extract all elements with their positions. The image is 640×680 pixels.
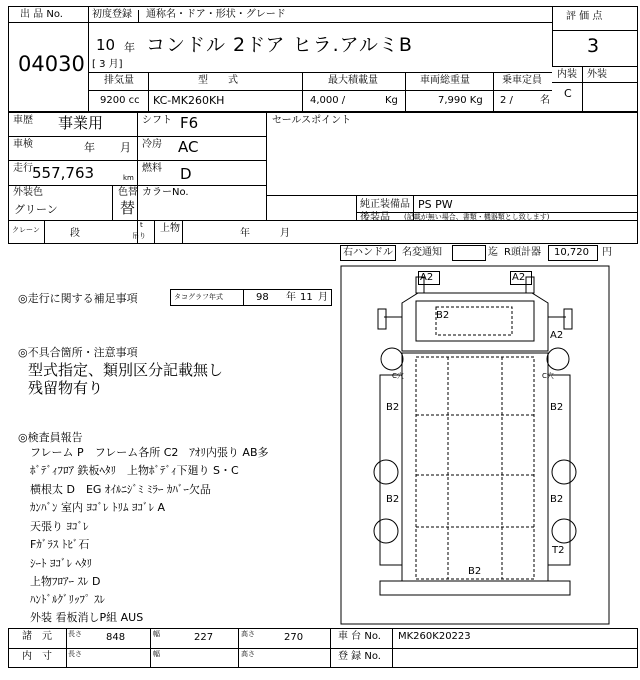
defect-line: 残留物有り xyxy=(28,379,104,397)
capacity-label: 乗車定員 xyxy=(502,75,542,86)
tacho-year-unit: 年 xyxy=(286,292,296,303)
displacement-label: 排気量 xyxy=(104,75,134,86)
damage-mark: B2 xyxy=(386,494,400,505)
model-desc-label: 通称名・ドア・形状・グレード xyxy=(146,9,286,20)
equipment: PS PW xyxy=(418,198,453,211)
inspector-line: ｼｰﾄ ﾖｺﾞﾚ ﾍﾀﾘ xyxy=(30,557,92,570)
defects-label: ◎不具合箇所・注意事項 xyxy=(18,346,138,359)
inner-height-label: 高さ xyxy=(241,650,255,658)
model-label: 型 式 xyxy=(198,75,238,86)
chassis-label: 車 台 No. xyxy=(338,631,381,642)
mileage-unit: km xyxy=(123,174,134,182)
damage-mark: B2 xyxy=(436,310,450,321)
inspector-line: Fｶﾞﾗｽ ﾄﾋﾞ石 xyxy=(30,538,90,551)
inspector-line: 上物ﾌﾛｱｰ ｽﾚ D xyxy=(30,575,101,588)
tacho-year: 98 xyxy=(256,292,269,303)
inspector-line: 外装 看板消しP組 AUS xyxy=(30,611,144,624)
tacho-month: 11 xyxy=(300,292,313,303)
aftermarket-note: (記載が無い場合、書類・機器類とし致します) xyxy=(404,213,550,221)
interior-grade: C xyxy=(564,87,572,100)
aftermarket-label: 後装品 xyxy=(360,212,390,223)
first-reg-label: 初度登録 xyxy=(92,9,132,20)
first-reg-month: [ 3 月] xyxy=(92,59,123,70)
gvw: 7,990 Kg xyxy=(438,95,483,106)
sales-point-label: セールスポイント xyxy=(272,115,352,126)
damage-mark: B2 xyxy=(468,566,482,577)
mileage-note-label: ◎走行に関する補足事項 xyxy=(18,292,138,305)
exterior-label: 外装 xyxy=(587,69,607,80)
damage-mark: A2 xyxy=(550,330,564,341)
max-load: 4,000 / xyxy=(310,95,346,106)
interior-label: 内装 xyxy=(557,69,577,80)
inspector-label: ◎検査員報告 xyxy=(18,431,83,444)
length-label: 長さ xyxy=(68,630,82,638)
reg-label: 登 録 No. xyxy=(338,651,381,662)
steering: 右ハンドル xyxy=(343,247,393,258)
damage-mark: A2 xyxy=(512,272,526,283)
score-label: 評 価 点 xyxy=(566,11,603,22)
dims-label: 諸 元 xyxy=(22,631,52,642)
crane-hook: 吊り xyxy=(132,232,146,240)
crane-ton: t xyxy=(140,221,143,229)
displacement: 9200 cc xyxy=(100,95,140,106)
inspector-line: 天張り ﾖｺﾞﾚ xyxy=(30,520,89,533)
year-unit: 年 xyxy=(124,41,135,54)
gvw-label: 車両総重量 xyxy=(420,75,470,86)
odo-unit: 円 xyxy=(602,247,612,258)
ac-label: 冷房 xyxy=(142,139,162,150)
history: 事業用 xyxy=(58,114,104,132)
ac: AC xyxy=(178,138,199,156)
tacho-label: タコグラフ年式 xyxy=(174,293,223,301)
history-label: 車歴 xyxy=(13,115,33,126)
mounted-month: 月 xyxy=(280,228,290,239)
capacity: 2 / xyxy=(500,95,513,106)
inspector-line: ｶﾝﾊﾞﾝ 室内 ﾖｺﾞﾚ ﾄﾘﾑ ﾖｺﾞﾚ A xyxy=(30,501,166,514)
shift: F6 xyxy=(180,114,199,132)
damage-mark: C穴 xyxy=(392,372,404,380)
length: 848 xyxy=(106,632,126,643)
score: 3 xyxy=(587,35,600,57)
color-change: 替 xyxy=(120,199,136,217)
chassis: MK260K20223 xyxy=(398,631,471,642)
inner-width-label: 幅 xyxy=(153,650,160,658)
max-load-unit: Kg xyxy=(385,95,398,106)
damage-mark: B2 xyxy=(550,494,564,505)
inspector-line: 横根太 D EG ｵｲﾙﾆｼﾞﾐ ﾐﾗｰ ｶﾊﾞｰ欠品 xyxy=(30,483,211,496)
defect-line: 型式指定、類別区分記載無し xyxy=(28,361,224,379)
fuel: D xyxy=(180,165,192,183)
model: KC-MK260KH xyxy=(153,94,225,107)
tacho-month-unit: 月 xyxy=(318,292,328,303)
height-label: 高さ xyxy=(241,630,255,638)
damage-mark: A2 xyxy=(420,272,434,283)
first-reg-year: 10 xyxy=(96,36,116,54)
color-no-label: カラーNo. xyxy=(142,187,189,198)
crane-stage: 段 xyxy=(70,228,80,239)
inspector-line: ﾎﾞﾃﾞｨﾌﾛｱ 鉄板ﾍﾀﾘ 上物ﾎﾞﾃﾞｨ下廻り S・C xyxy=(30,464,239,477)
max-load-label: 最大積載量 xyxy=(328,75,378,86)
name-change-label: 名変通知 xyxy=(402,247,442,258)
shaken-label: 車検 xyxy=(13,139,33,150)
name-change-box xyxy=(452,245,486,261)
color-change-label: 色替 xyxy=(118,187,138,198)
shaken-year-unit: 年 xyxy=(84,141,95,154)
height: 270 xyxy=(284,632,304,643)
color: グリーン xyxy=(14,203,58,216)
inspector-line: フレーム P フレーム各所 C2 ｱｵﾘ内張り AB多 xyxy=(30,446,269,459)
inner-label: 内 寸 xyxy=(22,651,52,662)
truck-diagram xyxy=(340,265,610,625)
odo-label: 迄 xyxy=(488,247,498,258)
shift-label: シフト xyxy=(142,115,172,126)
shaken-month-unit: 月 xyxy=(120,141,131,154)
capacity-unit: 名 xyxy=(540,95,550,106)
damage-mark: C穴 xyxy=(542,372,554,380)
width-label: 幅 xyxy=(153,630,160,638)
model-description: コンドル 2ドア ヒラ.アルミB xyxy=(146,34,413,56)
damage-mark: T2 xyxy=(552,545,565,556)
inner-length-label: 長さ xyxy=(68,650,82,658)
damage-mark: B2 xyxy=(550,402,564,413)
lot-no: 04030 xyxy=(18,52,85,76)
mounted-year: 年 xyxy=(240,228,250,239)
width: 227 xyxy=(194,632,214,643)
inspector-line: ﾊﾝﾄﾞﾙｸﾞﾘｯﾌﾟ ｽﾚ xyxy=(30,593,105,606)
equipment-label: 純正装備品 xyxy=(360,199,410,210)
fuel-label: 燃料 xyxy=(142,163,162,174)
damage-mark: B2 xyxy=(386,402,400,413)
odo-shown: 10,720 xyxy=(554,247,589,258)
crane-label: クレーン xyxy=(12,226,40,234)
mileage-label: 走行 xyxy=(13,163,33,174)
mileage: 557,763 xyxy=(32,164,95,182)
mounted-label: 上物 xyxy=(160,223,180,234)
color-label: 外装色 xyxy=(13,187,43,198)
odo-shown-label: R頭計器 xyxy=(504,247,541,258)
lot-no-label: 出 品 No. xyxy=(20,9,63,20)
